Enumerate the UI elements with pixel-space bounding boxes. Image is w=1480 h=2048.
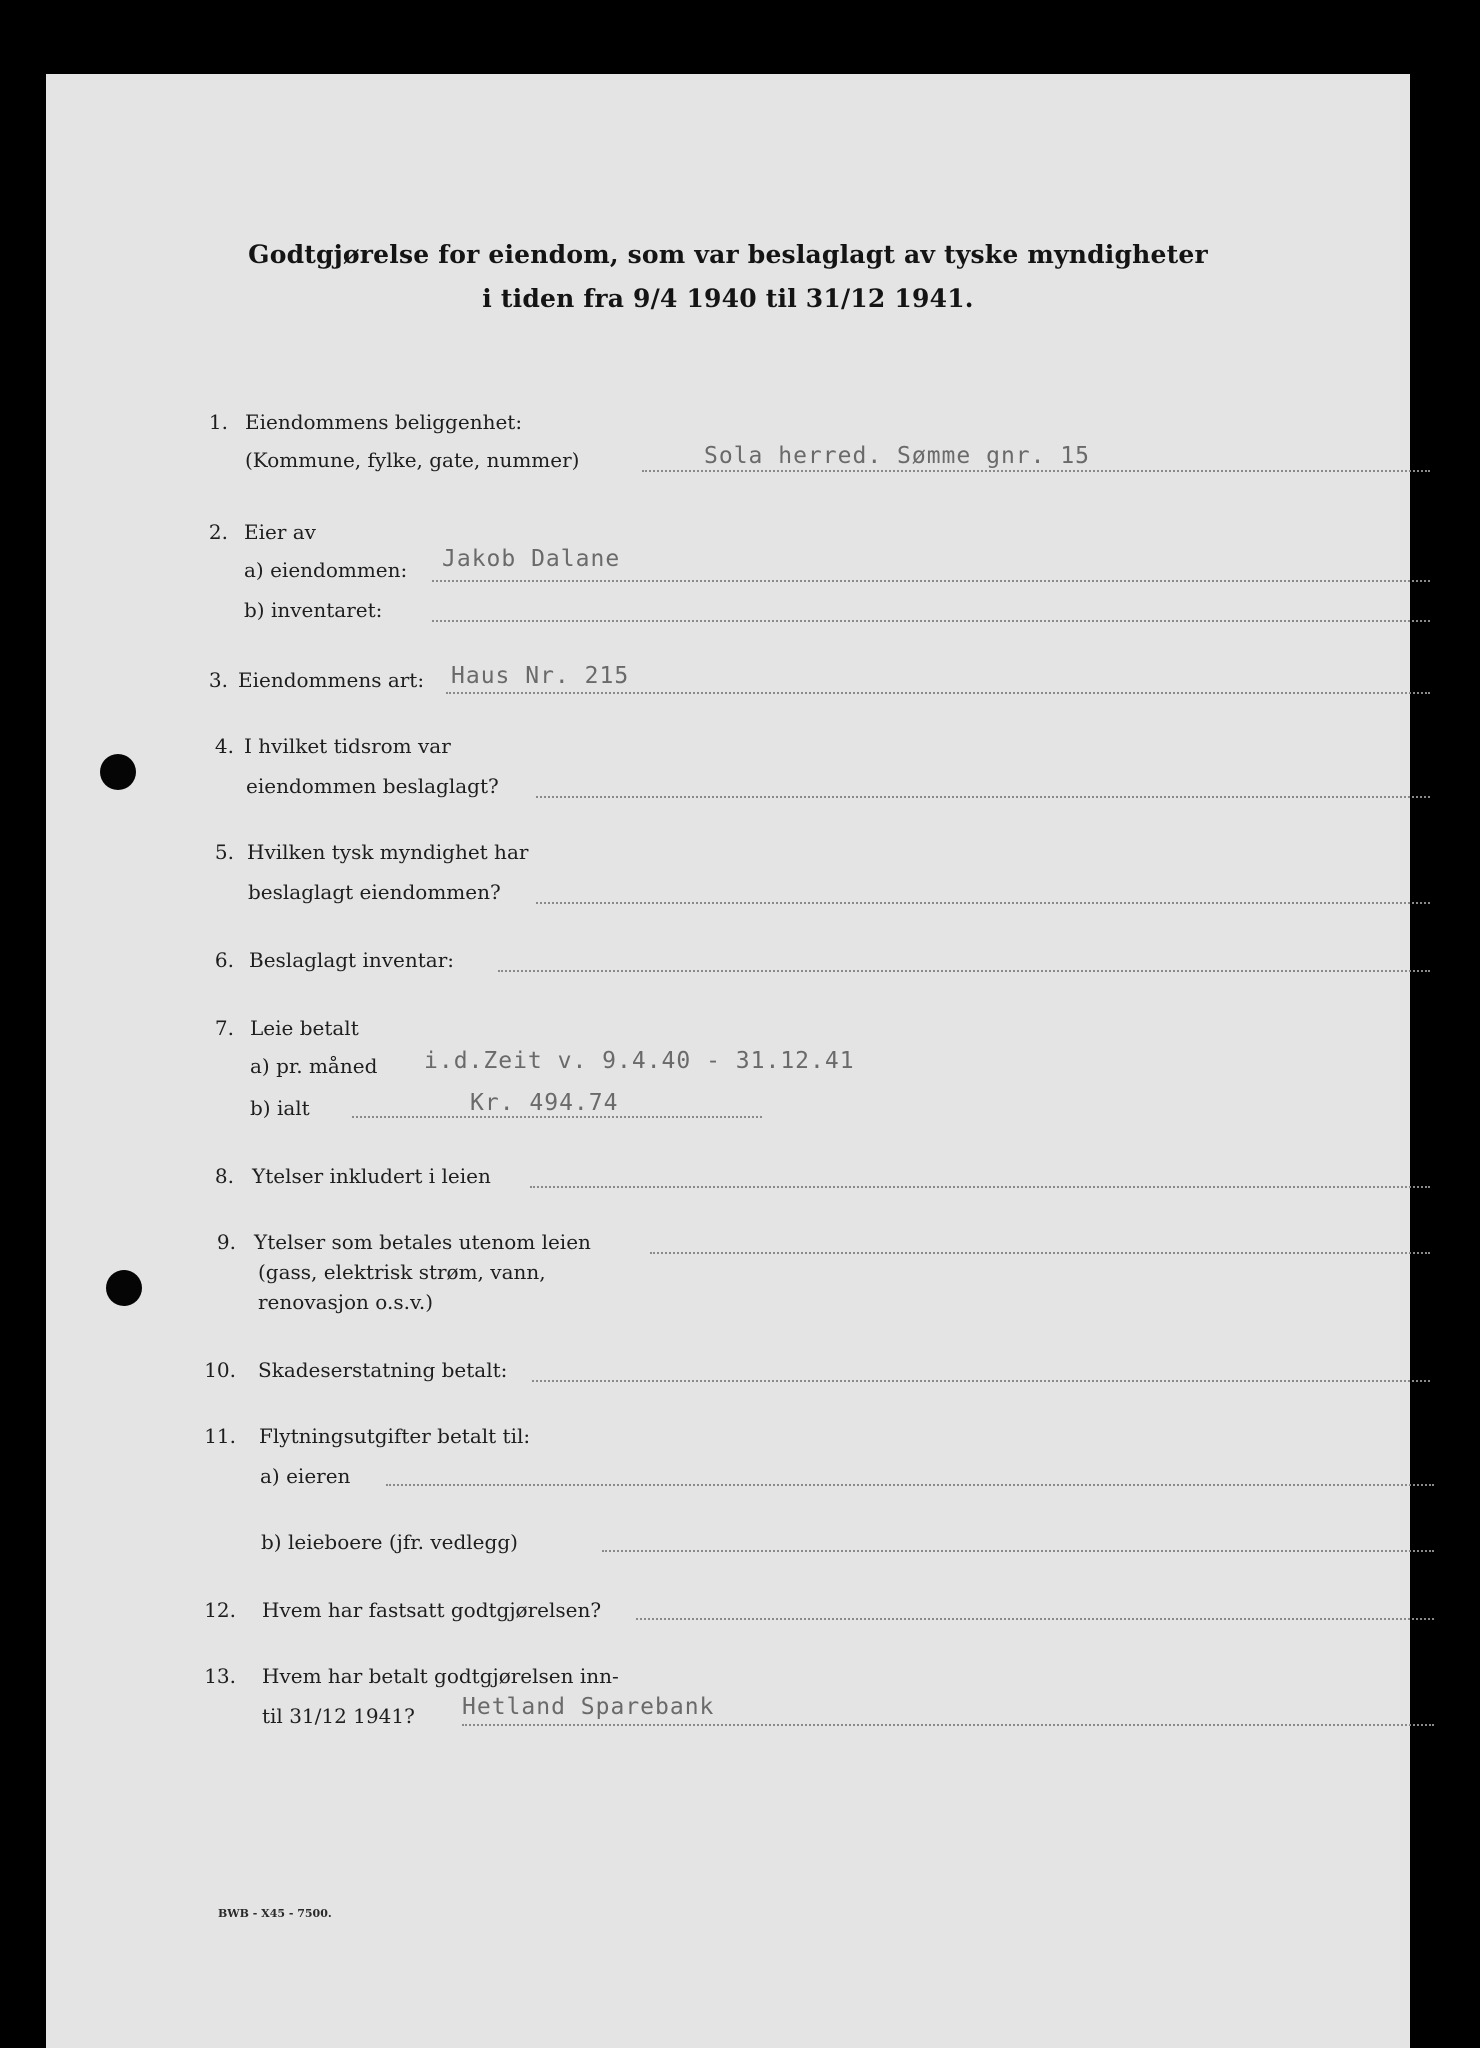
item-5-number: 5.: [214, 840, 234, 864]
item-2a-dotted-line: [432, 580, 1430, 582]
item-10-number: 10.: [204, 1358, 236, 1382]
title-line-1: Godtgjørelse for eiendom, som var beslaglagt av tyske myndigheter: [248, 240, 1208, 269]
item-3-number: 3.: [208, 668, 228, 692]
item-7b-dotted-line: [352, 1116, 762, 1118]
item-6-number: 6.: [214, 948, 234, 972]
item-2-number: 2.: [208, 520, 228, 544]
item-3-dotted-line: [446, 692, 1430, 694]
item-2b-label: b) inventaret:: [244, 598, 383, 622]
item-5-sublabel: beslaglagt eiendommen?: [248, 880, 501, 904]
item-4-sublabel: eiendommen beslaglagt?: [246, 774, 499, 798]
item-6-dotted-line: [498, 970, 1430, 972]
item-12-number: 12.: [204, 1598, 236, 1622]
item-1-label: Eiendommens beliggenhet:: [245, 410, 523, 434]
item-10-label: Skadeserstatning betalt:: [258, 1358, 508, 1382]
item-1-typed-value: Sola herred. Sømme gnr. 15: [704, 443, 1091, 469]
item-2-label: Eier av: [244, 520, 316, 544]
item-11b-dotted-line: [602, 1550, 1434, 1552]
item-9-dotted-line: [650, 1252, 1430, 1254]
item-7b-label: b) ialt: [250, 1096, 310, 1120]
document-page: [46, 74, 1410, 2048]
item-9-sublabel-1: (gass, elektrisk strøm, vann,: [258, 1260, 546, 1284]
item-5-dotted-line: [536, 902, 1430, 904]
punch-hole-lower: [106, 1270, 142, 1306]
item-7a-label: a) pr. måned: [250, 1054, 378, 1078]
item-11a-label: a) eieren: [260, 1464, 351, 1488]
item-12-dotted-line: [636, 1618, 1434, 1620]
item-2b-dotted-line: [432, 620, 1430, 622]
item-1-number: 1.: [208, 410, 228, 434]
item-13-number: 13.: [204, 1664, 236, 1688]
item-9-number: 9.: [216, 1230, 236, 1254]
item-4-label: I hvilket tidsrom var: [244, 734, 451, 758]
item-12-label: Hvem har fastsatt godtgjørelsen?: [262, 1598, 602, 1622]
item-11-number: 11.: [204, 1424, 236, 1448]
item-13-dotted-line: [462, 1724, 1434, 1726]
item-8-label: Ytelser inkludert i leien: [252, 1164, 491, 1188]
item-2a-label: a) eiendommen:: [244, 558, 408, 582]
punch-hole-upper: [100, 754, 136, 790]
item-7a-typed-value: i.d.Zeit v. 9.4.40 - 31.12.41: [424, 1048, 855, 1074]
item-9-sublabel-2: renovasjon o.s.v.): [258, 1290, 434, 1314]
item-9-label: Ytelser som betales utenom leien: [254, 1230, 591, 1254]
item-7-label: Leie betalt: [250, 1016, 359, 1040]
item-10-dotted-line: [532, 1380, 1430, 1382]
item-8-number: 8.: [214, 1164, 234, 1188]
item-3-label: Eiendommens art:: [238, 668, 425, 692]
item-8-dotted-line: [530, 1186, 1430, 1188]
item-7b-typed-value: Kr. 494.74: [470, 1090, 619, 1116]
item-4-number: 4.: [214, 734, 234, 758]
title-line-2: i tiden fra 9/4 1940 til 31/12 1941.: [482, 284, 974, 313]
item-2a-typed-value: Jakob Dalane: [442, 546, 621, 572]
item-13-label: Hvem har betalt godtgjørelsen inn-: [262, 1664, 619, 1688]
item-1-dotted-line: [642, 470, 1430, 472]
item-13-typed-value: Hetland Sparebank: [462, 1694, 715, 1720]
item-6-label: Beslaglagt inventar:: [249, 948, 454, 972]
item-13-sublabel: til 31/12 1941?: [262, 1704, 415, 1728]
item-3-typed-value: Haus Nr. 215: [451, 663, 630, 689]
item-11b-label: b) leieboere (jfr. vedlegg): [261, 1530, 518, 1554]
item-11a-dotted-line: [386, 1484, 1434, 1486]
item-7-number: 7.: [214, 1016, 234, 1040]
item-1-sublabel: (Kommune, fylke, gate, nummer): [245, 448, 580, 472]
item-5-label: Hvilken tysk myndighet har: [247, 840, 529, 864]
print-code: BWB - X45 - 7500.: [218, 1907, 332, 1920]
item-4-dotted-line: [536, 796, 1430, 798]
item-11-label: Flytningsutgifter betalt til:: [259, 1424, 531, 1448]
